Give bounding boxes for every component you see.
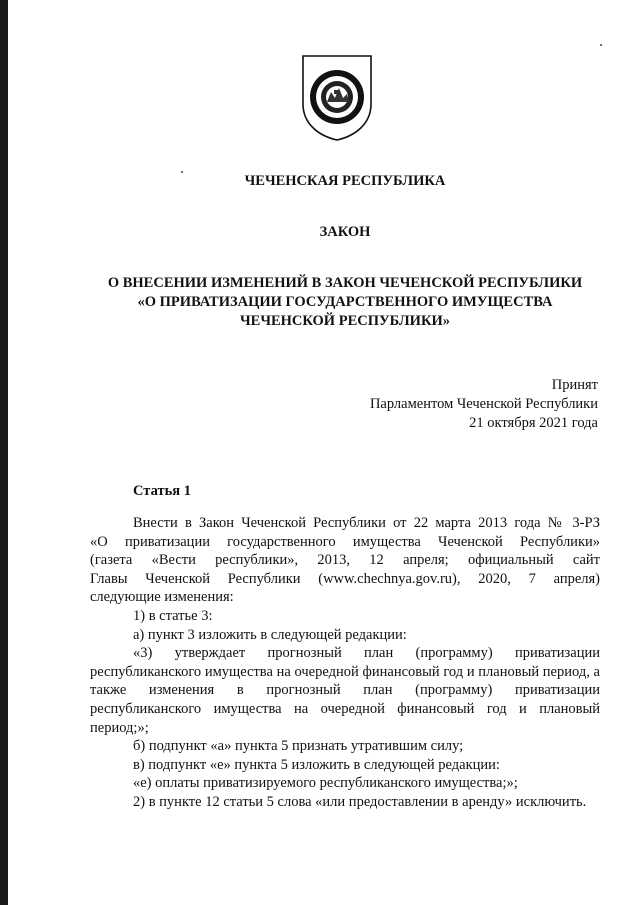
title-line-1: О ВНЕСЕНИИ ИЗМЕНЕНИЙ В ЗАКОН ЧЕЧЕНСКОЙ РЕСПУБЛИКИ <box>107 275 583 291</box>
doc-type-heading: ЗАКОН <box>319 224 371 240</box>
quoted-item-e: «е) оплаты приватизируемого республиканского имущества;»; <box>133 775 518 792</box>
paragraph-intro-line-4: Главы Чеченской Республики (www.chechnya.gov.ru), 2020, 7 апреля) <box>90 570 600 587</box>
scan-speck <box>600 44 602 46</box>
adoption-line-2: Парламентом Чеченской Республики <box>369 396 598 412</box>
region-heading: ЧЕЧЕНСКАЯ РЕСПУБЛИКА <box>244 173 446 189</box>
list-item-b: б) подпункт «а» пункта 5 признать утратившим силу; <box>133 738 464 755</box>
list-item-a: а) пункт 3 изложить в следующей редакции: <box>133 626 407 643</box>
title-line-3: ЧЕЧЕНСКОЙ РЕСПУБЛИКИ» <box>240 313 450 329</box>
coat-of-arms-emblem <box>299 52 375 142</box>
paragraph-intro-line-3: (газета «Вести республики», 2013, 12 апреля; официальный сайт <box>90 552 600 569</box>
paragraph-intro-line-1: Внести в Закон Чеченской Республики от 22 марта 2013 года № 3-РЗ <box>133 515 600 531</box>
paragraph-intro-line-2: «О приватизации государственного имущества Чеченской Республики» <box>90 533 600 550</box>
quoted-paragraph-3: «3) утверждает прогнозный план (программу) приватизации республиканского имущества на очередной финансовый год и плановый период, а также изменения в прогнозный план (программу) приватизации республиканского имущества на очередной финансовый год и плановый период;»; <box>90 645 600 736</box>
title-line-2: «О ПРИВАТИЗАЦИИ ГОСУДАРСТВЕННОГО ИМУЩЕСТВА <box>137 294 553 310</box>
adoption-line-1: Принят <box>551 377 598 393</box>
list-item-v: в) подпункт «е» пункта 5 изложить в следующей редакции: <box>133 756 500 773</box>
paragraph-intro-line-5: следующие изменения: <box>90 589 234 606</box>
list-item-2: 2) в пункте 12 статьи 5 слова «или предоставлении в аренду» исключить. <box>133 793 587 810</box>
article-body <box>90 514 600 812</box>
scan-edge <box>0 0 8 905</box>
list-item-1: 1) в статье 3: <box>133 607 213 624</box>
adoption-date: 21 октября 2021 года <box>469 415 598 431</box>
article-heading: Статья 1 <box>133 483 191 499</box>
